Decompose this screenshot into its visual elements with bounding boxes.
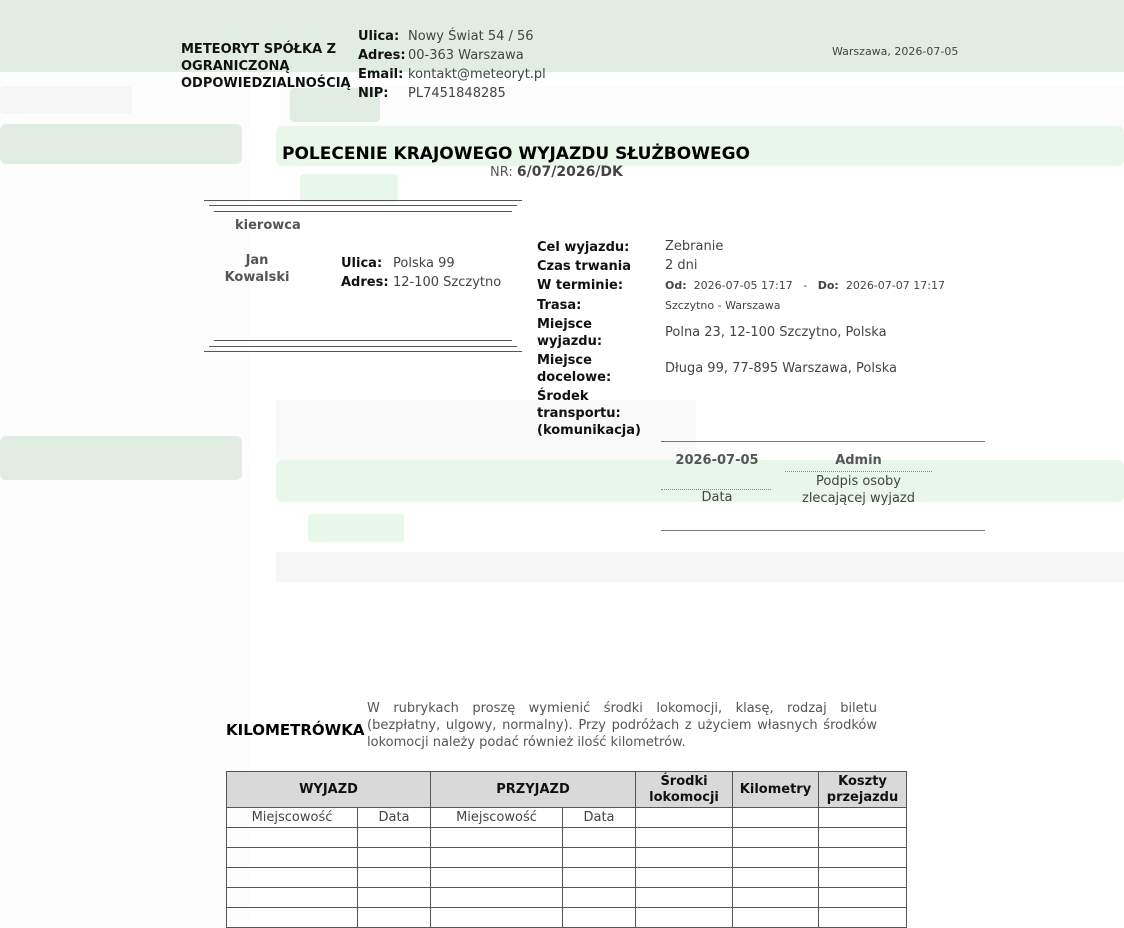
- km-cell: [563, 908, 636, 928]
- km-cell: [227, 908, 358, 928]
- km-cell: [563, 868, 636, 888]
- km-cell: [733, 848, 819, 868]
- company-nip: PL7451848285: [408, 86, 506, 101]
- driver-name: Jan Kowalski: [224, 253, 290, 285]
- route-label: Trasa:: [537, 298, 582, 313]
- from-label: Od:: [665, 279, 687, 292]
- km-cell: [358, 848, 431, 868]
- table-row: [227, 868, 907, 888]
- km-table: [226, 771, 907, 928]
- signature-date: 2026-07-05: [675, 453, 759, 468]
- signature-top-line: [661, 441, 985, 442]
- divider-line: [204, 200, 522, 201]
- km-cell: [636, 828, 733, 848]
- km-header-km: Kilometry: [733, 772, 819, 808]
- signature-name: Admin: [835, 453, 882, 468]
- divider-line: [209, 346, 517, 347]
- km-header-transport: Środki lokomocji: [636, 772, 733, 808]
- place-date: Warszawa, 2026-07-05: [832, 45, 959, 58]
- divider-line: [214, 211, 512, 212]
- divider-line: [209, 205, 517, 206]
- to-value: 2026-07-07 17:17: [845, 279, 945, 292]
- divider-line: [204, 351, 522, 352]
- driver-address-label: Adres:: [341, 275, 389, 290]
- address-label: Adres:: [358, 48, 406, 63]
- km-note: W rubrykach proszę wymienić środki lokomocji, klasę, rodzaj biletu (bezpłatny, ulgowy, normalny). Przy podróżach z użyciem własnych środków lokomocji należy podać również ilość kilometrów.: [367, 701, 877, 750]
- km-cell: [358, 828, 431, 848]
- driver-street-label: Ulica:: [341, 256, 383, 271]
- km-cell: [636, 808, 733, 828]
- signature-dotted-line: [785, 471, 932, 472]
- km-cell: [358, 868, 431, 888]
- nip-label: NIP:: [358, 86, 389, 101]
- km-cell: [358, 888, 431, 908]
- km-header-arrival: PRZYJAZD: [431, 772, 636, 808]
- from-value: 2026-07-05 17:17: [693, 279, 793, 292]
- divider-line: [214, 340, 512, 341]
- km-sub-place: Miejscowość: [431, 808, 563, 828]
- departure-value: Polna 23, 12-100 Szczytno, Polska: [665, 325, 887, 340]
- km-cell: [431, 868, 563, 888]
- to-label: Do:: [817, 279, 839, 292]
- km-cell: [431, 908, 563, 928]
- km-cell: [358, 908, 431, 928]
- km-header-cost: Koszty przejazdu: [819, 772, 907, 808]
- purpose-label: Cel wyjazdu:: [537, 240, 630, 255]
- term-value: [665, 279, 945, 292]
- email-label: Email:: [358, 67, 404, 82]
- signature-caption: Podpis osoby zlecającej wyjazd: [802, 474, 915, 506]
- km-sub-date: Data: [358, 808, 431, 828]
- km-cell: [227, 828, 358, 848]
- company-name: METEORYT SPÓŁKA Z OGRANICZONĄ ODPOWIEDZIALNOŚCIĄ: [181, 42, 351, 91]
- duration-value: 2 dni: [665, 258, 698, 273]
- driver-role: kierowca: [235, 218, 301, 233]
- km-cell: [431, 848, 563, 868]
- km-cell: [819, 848, 907, 868]
- term-dash: -: [803, 279, 808, 292]
- km-cell: [636, 888, 733, 908]
- km-cell: [733, 808, 819, 828]
- km-cell: [636, 868, 733, 888]
- table-row: [227, 908, 907, 928]
- destination-label: Miejsce docelowe:: [537, 353, 612, 385]
- km-cell: [819, 888, 907, 908]
- departure-label: Miejsce wyjazdu:: [537, 317, 603, 349]
- document-title-text: POLECENIE KRAJOWEGO WYJAZDU SŁUŻBOWEGO: [282, 144, 750, 164]
- duration-label: Czas trwania: [537, 259, 632, 274]
- driver-city: 12-100 Szczytno: [393, 275, 502, 290]
- document-title: [0, 144, 1124, 164]
- km-cell: [227, 868, 358, 888]
- km-cell: [636, 848, 733, 868]
- km-cell: [733, 888, 819, 908]
- km-cell: [733, 828, 819, 848]
- km-cell: [733, 868, 819, 888]
- km-cell: [819, 908, 907, 928]
- km-sub-place: Miejscowość: [227, 808, 358, 828]
- km-cell: [636, 908, 733, 928]
- nr-label: NR:: [490, 165, 513, 180]
- document-number: [490, 164, 623, 180]
- transport-label: Środek transportu: (komunikacja): [537, 389, 641, 438]
- destination-value: Długa 99, 77-895 Warszawa, Polska: [665, 361, 898, 376]
- km-cell: [819, 828, 907, 848]
- company-city: 00-363 Warszawa: [408, 48, 524, 63]
- driver-street: Polska 99: [393, 256, 455, 271]
- km-cell: [819, 808, 907, 828]
- km-cell: [227, 888, 358, 908]
- km-cell: [227, 848, 358, 868]
- company-address: [358, 27, 546, 103]
- km-cell: [563, 848, 636, 868]
- km-title: KILOMETRÓWKA: [226, 721, 365, 739]
- km-cell: [733, 908, 819, 928]
- table-row: [227, 888, 907, 908]
- signature-bottom-line: [661, 530, 985, 531]
- purpose-value: Zebranie: [665, 239, 724, 254]
- km-cell: [819, 868, 907, 888]
- term-label: W terminie:: [537, 278, 624, 293]
- km-header-departure: WYJAZD: [227, 772, 431, 808]
- street-label: Ulica:: [358, 29, 400, 44]
- company-street: Nowy Świat 54 / 56: [408, 29, 534, 44]
- km-cell: [431, 828, 563, 848]
- date-caption: Data: [701, 490, 733, 505]
- km-cell: [431, 888, 563, 908]
- km-sub-date: Data: [563, 808, 636, 828]
- km-cell: [563, 888, 636, 908]
- table-row: [227, 848, 907, 868]
- table-row: [227, 828, 907, 848]
- company-email: kontakt@meteoryt.pl: [408, 67, 546, 82]
- km-cell: [563, 828, 636, 848]
- driver-address: [341, 254, 501, 292]
- nr-value: 6/07/2026/DK: [516, 164, 623, 180]
- route-value: Szczytno - Warszawa: [665, 299, 781, 312]
